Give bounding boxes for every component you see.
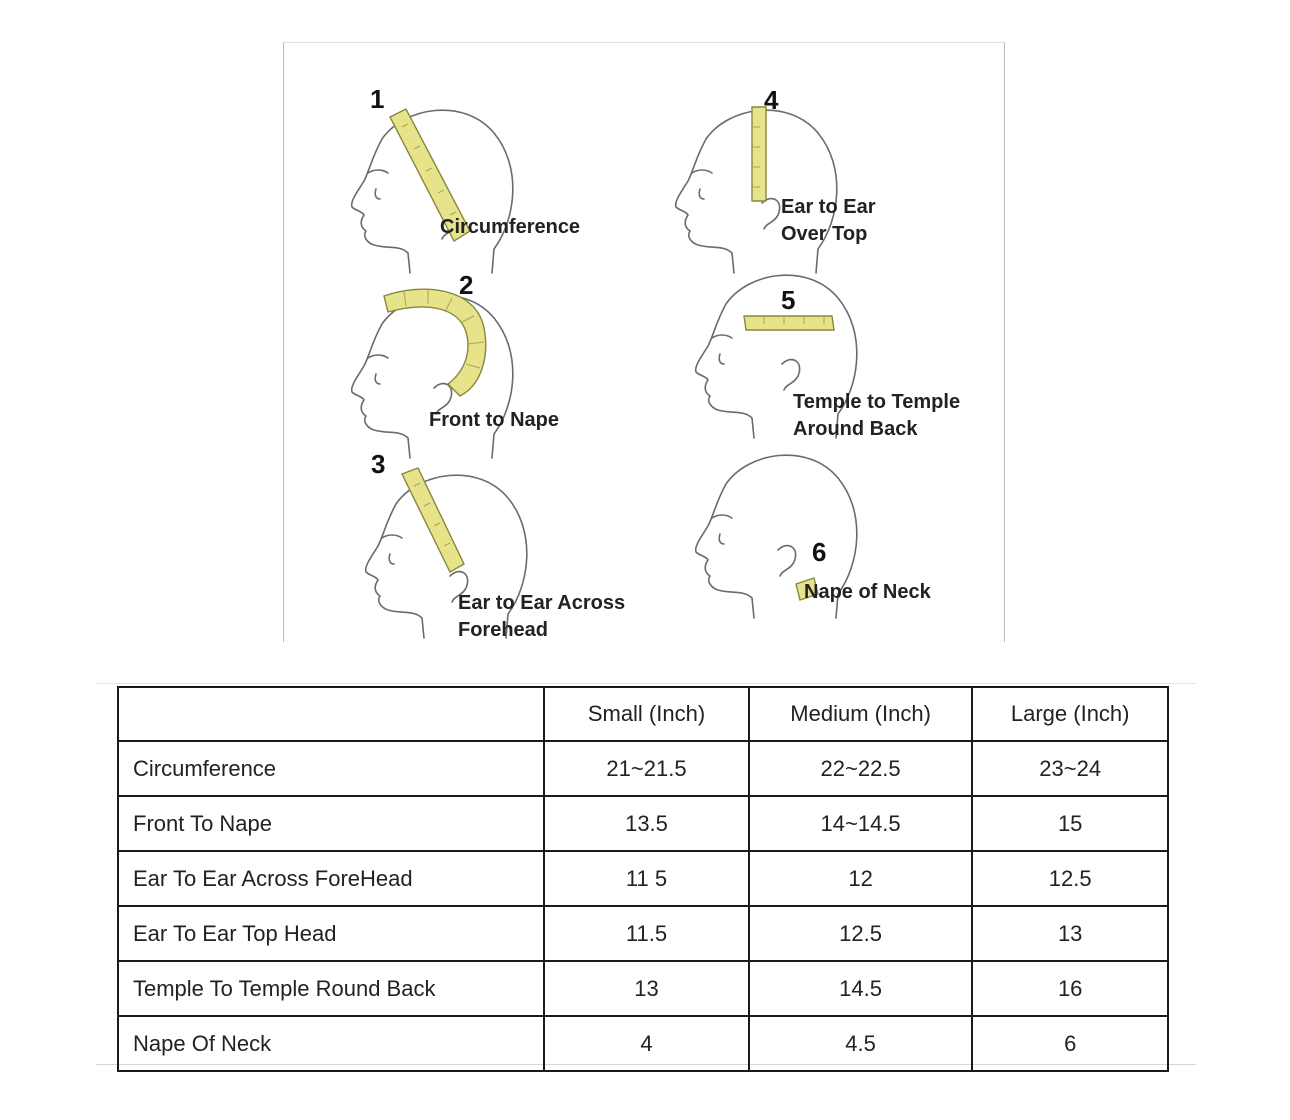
table-row (118, 1016, 1168, 1071)
table-row (118, 906, 1168, 961)
head-illustration-5 (696, 275, 857, 438)
medium-value-cell: 14~14.5 (749, 796, 973, 851)
table-row (118, 796, 1168, 851)
step-label-4-line-2: Over Top (781, 223, 868, 245)
size-chart-table (117, 686, 1169, 1072)
large-value-cell: 6 (972, 1016, 1168, 1071)
header-cell-large: Large (Inch) (972, 687, 1168, 741)
table-header-row (118, 687, 1168, 741)
size-chart-section (96, 683, 1196, 1065)
head-illustration-1 (352, 109, 513, 273)
head-illustration-2 (352, 289, 513, 458)
step-label-5-line-1: Temple to Temple (793, 391, 961, 413)
step-number-6: 6 (812, 537, 827, 567)
header-cell-blank (118, 687, 544, 741)
step-label-3-line-2: Forehead (458, 619, 549, 641)
step-label-2: Front to Nape (429, 409, 559, 431)
measurement-diagram-panel (283, 42, 1005, 642)
small-value-cell: 11 5 (544, 851, 749, 906)
step-number-1: 1 (370, 84, 385, 114)
step-number-2: 2 (459, 270, 474, 300)
measure-name-cell: Ear To Ear Across ForeHead (118, 851, 544, 906)
medium-value-cell: 12 (749, 851, 973, 906)
measure-name-cell: Circumference (118, 741, 544, 796)
measure-name-cell: Temple To Temple Round Back (118, 961, 544, 1016)
head-illustration-4 (676, 107, 837, 273)
small-value-cell: 13.5 (544, 796, 749, 851)
measurement-diagram (284, 43, 1006, 643)
header-cell-small: Small (Inch) (544, 687, 749, 741)
step-number-3: 3 (371, 449, 386, 479)
step-number-4: 4 (764, 85, 779, 115)
header-cell-medium: Medium (Inch) (749, 687, 973, 741)
measure-name-cell: Ear To Ear Top Head (118, 906, 544, 961)
step-label-1: Circumference (440, 216, 581, 238)
medium-value-cell: 14.5 (749, 961, 973, 1016)
step-number-5: 5 (781, 285, 796, 315)
table-row (118, 851, 1168, 906)
step-label-5-line-2: Around Back (793, 418, 918, 440)
step-label-3-line-1: Ear to Ear Across (458, 592, 626, 614)
medium-value-cell: 12.5 (749, 906, 973, 961)
table-row (118, 961, 1168, 1016)
small-value-cell: 11.5 (544, 906, 749, 961)
step-label-4-line-1: Ear to Ear (781, 196, 876, 218)
medium-value-cell: 4.5 (749, 1016, 973, 1071)
large-value-cell: 16 (972, 961, 1168, 1016)
measure-name-cell: Nape Of Neck (118, 1016, 544, 1071)
large-value-cell: 12.5 (972, 851, 1168, 906)
medium-value-cell: 22~22.5 (749, 741, 973, 796)
step-label-6: Nape of Neck (804, 581, 931, 603)
small-value-cell: 13 (544, 961, 749, 1016)
small-value-cell: 21~21.5 (544, 741, 749, 796)
table-row (118, 741, 1168, 796)
large-value-cell: 15 (972, 796, 1168, 851)
large-value-cell: 13 (972, 906, 1168, 961)
small-value-cell: 4 (544, 1016, 749, 1071)
measure-name-cell: Front To Nape (118, 796, 544, 851)
large-value-cell: 23~24 (972, 741, 1168, 796)
